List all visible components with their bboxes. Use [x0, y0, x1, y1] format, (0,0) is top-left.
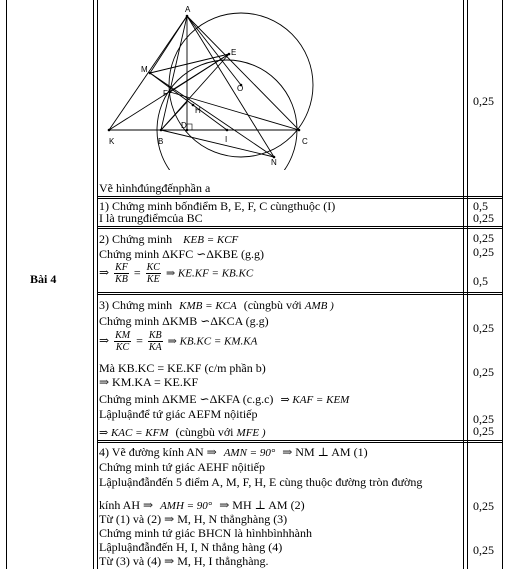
r1-score1: 0,5	[473, 199, 488, 213]
r3-line5: ⇒ KM.KA = KE.KF	[99, 375, 199, 389]
r3-line6-b: ⇒ KAF = KEM	[280, 394, 350, 406]
point-label: E	[231, 48, 237, 57]
r3-frac2-den: KA	[148, 342, 162, 353]
r2-frac1	[114, 262, 129, 285]
point-label: A	[185, 5, 191, 14]
r2-angle-eq: KEB = KCF	[183, 234, 239, 246]
r4-line1-c: ⇒ NM ⊥ AM (1)	[282, 445, 368, 459]
point-label: I	[225, 135, 228, 144]
r3-line4: Mà KB.KC = KE.KF (c/m phần b)	[99, 361, 266, 375]
r4-line4-a: kính AH ⇒	[99, 498, 154, 512]
row-separator	[97, 226, 502, 227]
table-divider-label	[93, 0, 94, 569]
r4-line1	[99, 446, 368, 460]
r3-frac1-num: KM	[115, 330, 131, 341]
r2-score1: 0,25	[473, 231, 494, 245]
solution-table	[6, 0, 503, 569]
r4-line7: Lậpluậnđẫnđến H, I, N thẳng hàng (4)	[99, 540, 283, 554]
r2-arrow: ⇒	[99, 265, 110, 280]
r4-line6: Chứng minh tứ giác BHCN là hìnhbìnhhành	[99, 526, 312, 540]
r4-score2: 0,25	[473, 543, 494, 557]
r4-score1: 0,25	[473, 499, 494, 513]
r2-score2: 0,25	[473, 245, 494, 259]
r2-frac1-den: KB	[115, 274, 128, 285]
r3-line3	[99, 330, 257, 353]
r4-line4-c: ⇒ MH ⊥ AM (2)	[219, 498, 305, 512]
r4-line1-a: 4) Vẽ đường kính AN ⇒	[99, 445, 217, 459]
r2-line1	[99, 233, 238, 247]
point-label: O	[237, 84, 244, 93]
r3-line1-a: 3) Chứng minh	[99, 298, 173, 312]
r4-line4-b: AMH = 90°	[160, 500, 213, 512]
r1-line2: I là trungđiểmcủa BC	[99, 211, 203, 225]
r2-frac2	[146, 262, 161, 285]
point-label: N	[271, 158, 277, 167]
r4-line8: Từ (3) và (4) ⇒ M, H, I thẳnghàng.	[99, 554, 269, 568]
point-label: F	[163, 89, 168, 98]
point-label: C	[302, 137, 308, 146]
table-divider-label-inner	[97, 0, 98, 569]
r2-frac2-num: KC	[146, 262, 160, 273]
point-label: D	[181, 121, 187, 130]
r3-line1-d: AMB )	[304, 300, 334, 312]
point-label: B	[158, 137, 164, 146]
r3-arrow: ⇒	[99, 333, 110, 348]
r3-frac1-den: KC	[115, 342, 130, 353]
row-separator	[97, 440, 502, 441]
point-label: M	[141, 65, 148, 74]
r3-line8-b: (cùngbù với	[175, 425, 234, 439]
table-border-left	[6, 0, 7, 569]
r3-frac2	[148, 330, 163, 353]
r1-score2: 0,25	[473, 211, 494, 225]
circle-i	[157, 60, 297, 170]
row-separator	[97, 442, 502, 443]
r3-line8-c: MFE )	[236, 427, 266, 439]
r2-score3: 0,5	[473, 274, 488, 288]
r3-line2: Chứng minh ΔKMB ∽ΔKCA (g.g)	[99, 314, 269, 328]
r3-score4: 0,25	[473, 424, 494, 438]
r2-line2: Chứng minh ΔKFC ∽ΔKBE (g.g)	[99, 247, 264, 261]
row-separator	[97, 196, 502, 197]
r2-frac1-num: KF	[115, 262, 128, 273]
figure-score: 0,25	[473, 94, 494, 108]
figure-caption: Vẽ hìnhđúngđếnphần a	[99, 181, 211, 195]
r3-line1-c: (cùngbù với	[243, 298, 302, 312]
r1-line1: 1) Chứng minh bốnđiểm B, E, F, C cùngthuộc (I)	[99, 199, 336, 213]
r3-angle-eq: KMB = KCA	[179, 300, 237, 312]
r3-line7: Lậpluậnđể tứ giác AEFM nộitiếp	[99, 407, 258, 421]
r3-frac2-num: KB	[148, 330, 162, 341]
r3-line8-a: ⇒ KAC = KFM	[99, 427, 169, 439]
row-separator	[97, 294, 502, 295]
geometry-figure	[99, 2, 319, 170]
r3-eq: =	[136, 333, 143, 348]
point-label: H	[195, 106, 201, 115]
r4-line2: Chứng minh tứ giác AEHF nộitiếp	[99, 460, 266, 474]
table-divider-score-inner	[467, 0, 468, 569]
r2-line3	[99, 262, 253, 285]
r2-result: ⇒ KE.KF = KB.KC	[165, 267, 254, 280]
r3-result: ⇒ KB.KC = KM.KA	[167, 335, 258, 348]
table-divider-score	[463, 0, 464, 569]
point-label: K	[109, 137, 115, 146]
r3-score3: 0,25	[473, 412, 494, 426]
r3-line6	[99, 393, 349, 407]
r3-line6-a: Chứng minh ΔKME ∽ΔKFA (c.g.c)	[99, 392, 274, 406]
section-label: Bài 4	[30, 272, 57, 286]
r2-frac2-den: KE	[146, 274, 160, 285]
row-separator	[97, 292, 502, 293]
r2-line1-a: 2) Chứng minh	[99, 232, 173, 246]
r3-score2: 0,25	[473, 365, 494, 379]
table-border-right	[502, 0, 503, 569]
r3-line8	[99, 426, 266, 440]
r4-line4	[99, 499, 305, 513]
r3-frac1	[114, 330, 131, 353]
r2-eq: =	[133, 265, 141, 280]
r3-score1: 0,25	[473, 321, 494, 335]
r3-line1	[99, 299, 334, 313]
r4-line1-b: AMN = 90°	[223, 447, 276, 459]
row-separator	[97, 228, 502, 229]
r4-line5: Từ (1) và (2) ⇒ M, H, N thẳnghàng (3)	[99, 512, 288, 526]
r4-line3: Lậpluậnđẫnđến 5 điểm A, M, F, H, E cùng thuộc đường tròn đường	[99, 475, 423, 489]
